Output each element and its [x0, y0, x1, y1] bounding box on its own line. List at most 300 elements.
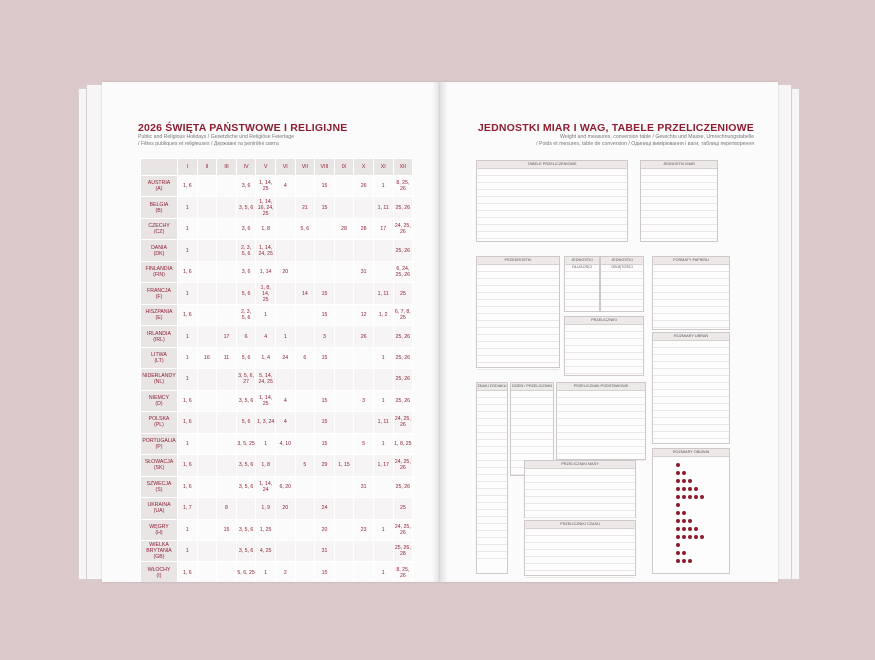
month-header: VII [295, 159, 315, 176]
holiday-days-cell: 15 [315, 197, 335, 218]
dot-mark [700, 535, 704, 539]
holiday-days-cell: 15 [315, 390, 335, 411]
holiday-days-cell [354, 562, 374, 582]
dot-mark [676, 559, 680, 563]
country-name: FINLANDIA (FIN) [141, 261, 178, 282]
country-row [141, 476, 413, 497]
shoe-sizes-header: ROZMIARY OBUWIA [653, 449, 729, 457]
country-name: NIDERLANDY (NL) [141, 369, 178, 390]
book-gutter [432, 82, 448, 582]
holiday-days-cell [334, 519, 354, 540]
holiday-days-cell: 1, 3, 24 [256, 412, 276, 433]
holiday-days-cell: 25, 26 [393, 240, 413, 261]
holiday-days-cell [275, 519, 295, 540]
holiday-days-cell: 2, 3, 5, 6 [236, 240, 256, 261]
holiday-days-cell [295, 498, 315, 519]
holiday-days-cell: 8 [217, 498, 237, 519]
country-row [141, 261, 413, 282]
holiday-days-cell [334, 476, 354, 497]
holiday-days-cell: 1, 7 [178, 498, 198, 519]
dot-mark [694, 535, 698, 539]
holiday-days-cell: 1 [178, 369, 198, 390]
holiday-days-cell: 24, 25, 26 [393, 412, 413, 433]
holiday-days-cell [197, 562, 217, 582]
time-converters-header: PRZELICZNIKI CZASU [525, 521, 635, 529]
holiday-days-cell: 1 [178, 540, 198, 561]
holiday-days-cell: 5, 6 [236, 412, 256, 433]
dot-row [675, 483, 729, 491]
holidays-subtitle-1: Public and Religious Holidays / Gesetzliche und Religiöse Feiertage [138, 134, 294, 140]
dot-mark [688, 495, 692, 499]
holiday-days-cell: 1 [178, 326, 198, 347]
country-row [141, 498, 413, 519]
holiday-days-cell: 3, 5, 6 [236, 476, 256, 497]
holiday-days-cell [197, 326, 217, 347]
holiday-days-cell: 1, 14 [256, 261, 276, 282]
holiday-days-cell: 6, 20 [275, 476, 295, 497]
holiday-days-cell: 1 [373, 176, 393, 197]
month-header: IX [334, 159, 354, 176]
holiday-days-cell [334, 304, 354, 325]
holiday-days-cell: 1 [373, 390, 393, 411]
dot-row [675, 467, 729, 475]
holiday-days-cell: 1, 6 [178, 412, 198, 433]
holiday-days-cell: 24 [315, 498, 335, 519]
holiday-days-cell: 15 [217, 519, 237, 540]
holiday-days-cell: 1 [373, 519, 393, 540]
day-conversions-header: DZIEŃ / PRZELICZNIKI [511, 383, 553, 391]
holiday-days-cell: 4 [275, 390, 295, 411]
holiday-days-cell [373, 369, 393, 390]
holiday-days-cell: 1, 6 [178, 261, 198, 282]
holidays-table [140, 158, 413, 582]
country-row [141, 304, 413, 325]
holiday-days-cell [197, 240, 217, 261]
holiday-days-cell: 3, 5, 6 [236, 540, 256, 561]
holiday-days-cell [295, 369, 315, 390]
country-row [141, 433, 413, 454]
month-header: VI [275, 159, 295, 176]
holiday-days-cell: 25, 26 [393, 197, 413, 218]
holiday-days-cell: 3 [315, 326, 335, 347]
holiday-days-cell: 1, 2 [373, 304, 393, 325]
country-row [141, 326, 413, 347]
holiday-days-cell: 6 [236, 326, 256, 347]
country-name: SŁOWACJA (SK) [141, 455, 178, 476]
holiday-days-cell: 1, 14, 24 [256, 476, 276, 497]
holiday-days-cell [295, 412, 315, 433]
dot-mark [682, 495, 686, 499]
holiday-days-cell: 1 [256, 304, 276, 325]
country-name: UKRAINA (UA) [141, 498, 178, 519]
holiday-days-cell: 24, 25, 26 [393, 519, 413, 540]
holiday-days-cell [295, 476, 315, 497]
holiday-days-cell: 17 [217, 326, 237, 347]
holiday-days-cell [275, 304, 295, 325]
holiday-days-cell [295, 390, 315, 411]
holiday-days-cell: 2, 3, 5, 6 [236, 304, 256, 325]
holiday-days-cell: 26 [354, 176, 374, 197]
holiday-days-cell: 31 [354, 261, 374, 282]
dot-mark [682, 559, 686, 563]
country-row [141, 218, 413, 239]
holiday-days-cell [275, 455, 295, 476]
country-row [141, 412, 413, 433]
country-row [141, 562, 413, 582]
holiday-days-cell [315, 218, 335, 239]
dot-row [675, 531, 729, 539]
country-row [141, 369, 413, 390]
holiday-days-cell: 17 [373, 218, 393, 239]
length-units-block [564, 256, 600, 312]
holiday-days-cell [354, 369, 374, 390]
dot-mark [688, 535, 692, 539]
holiday-days-cell [275, 540, 295, 561]
holiday-days-cell [217, 455, 237, 476]
holiday-days-cell [295, 562, 315, 582]
holiday-days-cell: 6, 24, 25, 26 [393, 261, 413, 282]
holiday-days-cell [354, 197, 374, 218]
country-name: NIEMCY (D) [141, 390, 178, 411]
holiday-days-cell: 2 [275, 562, 295, 582]
holiday-days-cell [217, 562, 237, 582]
country-name: WIELKA BRYTANIA (GB) [141, 540, 178, 561]
dot-grid [653, 457, 729, 563]
holiday-days-cell [217, 261, 237, 282]
holiday-days-cell: 3, 5, 6 [236, 197, 256, 218]
holiday-days-cell: 1 [178, 433, 198, 454]
holiday-days-cell [315, 369, 335, 390]
holiday-days-cell [295, 240, 315, 261]
length-units-header: JEDNOSTKI DŁUGOŚCI [565, 257, 599, 265]
holiday-days-cell [217, 240, 237, 261]
holiday-days-cell: 1, 11 [373, 412, 393, 433]
holiday-days-cell [197, 433, 217, 454]
holiday-days-cell: 25, 26, 28 [393, 540, 413, 561]
units-title: JEDNOSTKI MIAR I WAG, TABELE PRZELICZENIOWE [477, 122, 754, 134]
holiday-days-cell: 31 [315, 540, 335, 561]
holiday-days-cell [334, 283, 354, 304]
country-name: PORTUGALIA (P) [141, 433, 178, 454]
holiday-days-cell: 1 [178, 218, 198, 239]
holiday-days-cell: 24 [275, 347, 295, 368]
mass-converters-header: PRZELICZNIKI MASY [525, 461, 635, 469]
holiday-days-cell: 4, 10 [275, 433, 295, 454]
holiday-days-cell [354, 412, 374, 433]
holiday-days-cell [334, 412, 354, 433]
dot-row [675, 547, 729, 555]
holiday-days-cell: 1 [178, 347, 198, 368]
country-name: IRLANDIA (IRL) [141, 326, 178, 347]
holiday-days-cell [295, 261, 315, 282]
converters-block [564, 316, 644, 376]
holiday-days-cell: 15 [315, 283, 335, 304]
country-name: AUSTRIA (A) [141, 176, 178, 197]
holiday-days-cell [197, 390, 217, 411]
month-header: V [256, 159, 276, 176]
holiday-days-cell: 1 [178, 283, 198, 304]
basic-converters-header: PRZELICZNIKI PODSTAWOWE [557, 383, 645, 391]
country-row [141, 540, 413, 561]
holiday-days-cell: 16 [197, 347, 217, 368]
holiday-days-cell: 1, 11 [373, 283, 393, 304]
zodiac-list-header: ZNAKI ZODIAKU [477, 383, 507, 391]
holiday-days-cell: 3, 5, 6, 27 [236, 369, 256, 390]
holiday-days-cell: 1, 8, 25 [393, 433, 413, 454]
holiday-days-cell: 1, 8, 14, 25 [256, 283, 276, 304]
open-planner [72, 62, 802, 602]
month-header: III [217, 159, 237, 176]
holiday-days-cell [197, 261, 217, 282]
holiday-days-cell: 1, 17 [373, 455, 393, 476]
holiday-days-cell: 1, 14, 25 [256, 390, 276, 411]
holiday-days-cell: 1 [178, 197, 198, 218]
holiday-days-cell [373, 498, 393, 519]
units-block [640, 160, 718, 242]
holiday-days-cell [315, 261, 335, 282]
converters-header: PRZELICZNIKI [565, 317, 643, 325]
holiday-days-cell: 23 [354, 519, 374, 540]
country-row [141, 519, 413, 540]
holiday-days-cell [197, 304, 217, 325]
holiday-days-cell: 3, 5, 6 [236, 519, 256, 540]
holiday-days-cell: 1 [373, 433, 393, 454]
holiday-days-cell [197, 519, 217, 540]
holiday-days-cell: 3, 6 [236, 261, 256, 282]
holiday-days-cell: 1, 6 [178, 455, 198, 476]
holiday-days-cell [295, 326, 315, 347]
holiday-days-cell: 5 [295, 455, 315, 476]
dot-row [675, 499, 729, 507]
dot-mark [682, 535, 686, 539]
country-name: CZECHY (CZ) [141, 218, 178, 239]
holiday-days-cell: 1, 15 [334, 455, 354, 476]
month-header: VIII [315, 159, 335, 176]
holiday-days-cell [275, 218, 295, 239]
holiday-days-cell: 25, 26 [393, 390, 413, 411]
holiday-days-cell: 4 [275, 412, 295, 433]
holiday-days-cell: 28 [334, 218, 354, 239]
dot-row [675, 555, 729, 563]
holiday-days-cell [295, 433, 315, 454]
holiday-days-cell: 15 [315, 412, 335, 433]
holiday-days-cell [334, 369, 354, 390]
holiday-days-cell [354, 540, 374, 561]
prefixes-header: PRZEDROSTKI [477, 257, 559, 265]
holiday-days-cell [217, 433, 237, 454]
holiday-days-cell [217, 412, 237, 433]
month-header: X [354, 159, 374, 176]
holiday-days-cell: 1, 6 [178, 390, 198, 411]
dot-row [675, 515, 729, 523]
holiday-days-cell [197, 218, 217, 239]
month-header: XII [393, 159, 413, 176]
holiday-days-cell: 20 [315, 519, 335, 540]
country-name: DANIA (DK) [141, 240, 178, 261]
holiday-days-cell [334, 261, 354, 282]
dot-row [675, 507, 729, 515]
holiday-days-cell: 25 [393, 498, 413, 519]
mass-converters-block [524, 460, 636, 518]
clothing-sizes-header: ROZMIARY UBRAŃ [653, 333, 729, 341]
holiday-days-cell [217, 390, 237, 411]
holiday-days-cell: 25, 26 [393, 347, 413, 368]
holiday-days-cell: 5, 6 [236, 283, 256, 304]
dot-row [675, 491, 729, 499]
holiday-days-cell: 25, 26 [393, 476, 413, 497]
holiday-days-cell [334, 197, 354, 218]
holiday-days-cell: 4 [256, 326, 276, 347]
holiday-days-cell [334, 540, 354, 561]
holiday-days-cell: 4 [275, 176, 295, 197]
zodiac-list-block [476, 382, 508, 574]
holiday-days-cell [354, 240, 374, 261]
holiday-days-cell: 12 [354, 304, 374, 325]
volume-units-header: JEDNOSTKI OBJĘTOŚCI [601, 257, 643, 265]
holiday-days-cell: 26 [354, 326, 374, 347]
country-row [141, 240, 413, 261]
country-name: HISZPANIA (E) [141, 304, 178, 325]
holiday-days-cell [197, 498, 217, 519]
holiday-days-cell [315, 476, 335, 497]
holiday-days-cell [217, 304, 237, 325]
holiday-days-cell: 1 [275, 326, 295, 347]
month-header: IV [236, 159, 256, 176]
country-name: WŁOCHY (I) [141, 562, 178, 582]
holiday-days-cell: 15 [315, 433, 335, 454]
conversion-table-block [476, 160, 628, 242]
holiday-days-cell: 1, 6 [178, 304, 198, 325]
holiday-days-cell [373, 261, 393, 282]
prefixes-block [476, 256, 560, 368]
holiday-days-cell: 3, 5, 6 [236, 455, 256, 476]
holiday-days-cell: 5, 6, 25 [236, 562, 256, 582]
time-converters-block [524, 520, 636, 576]
left-page [102, 82, 440, 582]
units-subtitle-2: / Poids et mesures, table de conversion / Одиниці вимірювання і ваги, таблиці перетворення [536, 141, 754, 147]
holiday-days-cell: 29 [315, 455, 335, 476]
holiday-days-cell [334, 240, 354, 261]
holiday-days-cell: 1, 14, 16, 24, 25 [257, 198, 274, 217]
holiday-days-cell [334, 433, 354, 454]
holiday-days-cell: 11 [217, 347, 237, 368]
holiday-days-cell: 8, 25, 26 [393, 562, 413, 582]
holiday-days-cell: 4, 25 [256, 540, 276, 561]
holiday-days-cell: 1 [373, 562, 393, 582]
holiday-days-cell: 25, 26 [393, 369, 413, 390]
holiday-days-cell: 1 [178, 519, 198, 540]
holiday-days-cell [217, 283, 237, 304]
holiday-days-cell: 28 [354, 218, 374, 239]
dot-row [675, 523, 729, 531]
holiday-days-cell [354, 283, 374, 304]
holiday-days-cell [197, 197, 217, 218]
holiday-days-cell [334, 326, 354, 347]
holiday-days-cell [295, 540, 315, 561]
holiday-days-cell: 15 [315, 176, 335, 197]
holiday-days-cell [373, 540, 393, 561]
holiday-days-cell: 24, 25, 26 [393, 218, 413, 239]
holiday-days-cell [275, 240, 295, 261]
holiday-days-cell [275, 369, 295, 390]
holiday-days-cell: 1 [373, 347, 393, 368]
holiday-days-cell: 1, 11 [373, 197, 393, 218]
holiday-days-cell: 1, 14, 24, 25 [256, 240, 276, 261]
holiday-days-cell [236, 498, 256, 519]
holiday-days-cell: 1 [256, 433, 276, 454]
right-page [440, 82, 778, 582]
holiday-days-cell [197, 412, 217, 433]
holiday-days-cell [295, 304, 315, 325]
country-name: FRANCJA (F) [141, 283, 178, 304]
units-subtitle-1: Weight and measures, conversion table / Gewichts und Masse, Umrechnungstabelle [560, 134, 754, 140]
holiday-days-cell [334, 347, 354, 368]
holiday-days-cell: 1, 6 [178, 562, 198, 582]
holiday-days-cell: 15 [315, 347, 335, 368]
holiday-days-cell: 1, 6 [178, 476, 198, 497]
holiday-days-cell [217, 476, 237, 497]
holiday-days-cell: 24, 25, 26 [393, 455, 413, 476]
holiday-days-cell [334, 498, 354, 519]
holiday-days-cell: 1, 14, 25 [256, 176, 276, 197]
holiday-days-cell [373, 326, 393, 347]
basic-converters-block [556, 382, 646, 460]
holiday-days-cell [217, 197, 237, 218]
holiday-days-cell: 5, 6 [295, 218, 315, 239]
dot-row [675, 475, 729, 483]
holiday-days-cell [197, 283, 217, 304]
holiday-days-cell [354, 455, 374, 476]
dot-mark [694, 495, 698, 499]
paper-formats-block [652, 256, 730, 330]
holiday-days-cell: 3 [354, 390, 374, 411]
holiday-days-cell [217, 369, 237, 390]
holiday-days-cell: 3, 5, 6 [236, 390, 256, 411]
holiday-days-cell [354, 498, 374, 519]
holiday-days-cell [197, 455, 217, 476]
country-row [141, 283, 413, 304]
month-header: XI [373, 159, 393, 176]
holiday-days-cell [295, 176, 315, 197]
holiday-days-cell [373, 240, 393, 261]
country-row [141, 197, 413, 218]
holiday-days-cell: 15 [315, 304, 335, 325]
holiday-days-cell [197, 176, 217, 197]
dot-mark [688, 559, 692, 563]
shoe-sizes-block [652, 448, 730, 574]
holiday-days-cell [315, 240, 335, 261]
holiday-days-cell: 21 [295, 197, 315, 218]
holiday-days-cell: 25, 26 [393, 326, 413, 347]
holiday-days-cell [334, 562, 354, 582]
holiday-days-cell [197, 369, 217, 390]
paper-formats-header: FORMATY PAPIERU [653, 257, 729, 265]
units-header: JEDNOSTKI MIAR [641, 161, 717, 169]
clothing-sizes-block [652, 332, 730, 444]
holiday-days-cell: 1, 25 [256, 519, 276, 540]
corner-cell [141, 159, 178, 176]
country-name: LITWA (LT) [141, 347, 178, 368]
holiday-days-cell: 8, 25, 26 [393, 176, 413, 197]
volume-units-block [600, 256, 644, 312]
holiday-days-cell [197, 540, 217, 561]
country-row [141, 176, 413, 197]
holiday-days-cell: 6 [295, 347, 315, 368]
country-name: BELGIA (B) [141, 197, 178, 218]
holiday-days-cell: 20 [275, 498, 295, 519]
holiday-days-cell: 3, 6 [236, 218, 256, 239]
country-row [141, 390, 413, 411]
